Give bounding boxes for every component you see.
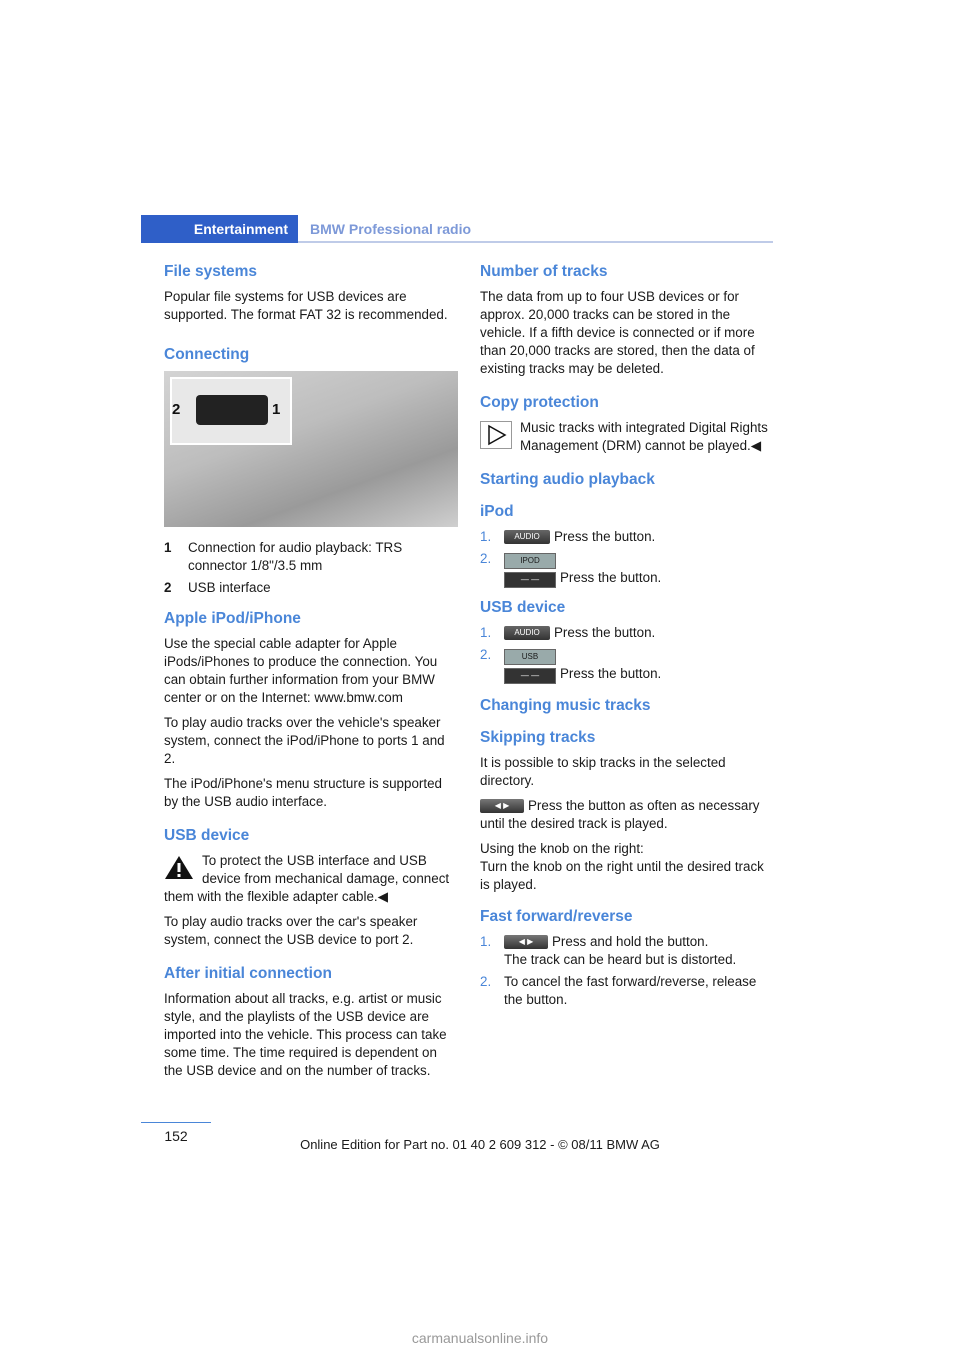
usb-warning: To protect the USB interface and USB device from mechanical damage, connect them with the flexible adapter cable.◀ — [164, 853, 450, 904]
menu-bar-image: — — — [504, 668, 556, 684]
footer-text: Online Edition for Part no. 01 40 2 609 312 - © 08/11 BMW AG — [300, 1137, 660, 1152]
heading-ff: Fast forward/reverse — [480, 908, 633, 925]
text-apple-1: Use the special cable adapter for Apple iPods/iPhones to produce the connection. You can obtain further information from your BMW center or on the Internet: www.bmw.com — [164, 636, 438, 705]
text-usb-1: To play audio tracks over the car's speaker system, connect the USB device to port 2. — [164, 914, 418, 947]
heading-copy: Copy protection — [480, 394, 599, 411]
text-apple-3: The iPod/iPhone's menu structure is supported by the USB audio interface. — [164, 776, 442, 809]
audio-button-image: AUDIO — [504, 530, 550, 544]
text-num-tracks: The data from up to four USB devices or for approx. 20,000 tracks can be stored in the vehicle. If a fifth device is connected or if more than 20,000 tracks are stored, then the data of existing tracks may be deleted. — [480, 289, 755, 376]
page-number-rule — [141, 1122, 211, 1123]
connector-photo — [164, 371, 458, 527]
chapter-tab: Entertainment — [141, 215, 298, 243]
heading-usb: USB device — [164, 827, 250, 844]
usb-menu-image: USB — [504, 649, 556, 665]
section-title: BMW Professional radio — [310, 221, 472, 237]
list-item: 2. USB — — Press the button. — [480, 646, 775, 684]
legend-item: 1 Connection for audio playback: TRS connector 1/8"/3.5 mm — [164, 540, 403, 573]
arrow-buttons-image: ◀ ▶ — [504, 935, 548, 949]
heading-file-systems: File systems — [164, 263, 258, 280]
warning-icon — [164, 854, 194, 880]
text-skipping-3: Using the knob on the right: Turn the knob on the right until the desired track is played. — [480, 841, 764, 892]
legend-item: 2 USB interface — [164, 580, 271, 595]
heading-connecting: Connecting — [164, 346, 250, 363]
left-column — [164, 262, 459, 1087]
photo-label-2: 2 — [172, 401, 181, 418]
photo-label-1: 1 — [272, 401, 281, 418]
heading-usbdev: USB device — [480, 599, 566, 616]
list-item: 1. AUDIO Press the button. — [480, 625, 656, 640]
ipod-menu-image: IPOD — [504, 553, 556, 569]
page-number: 152 — [164, 1128, 188, 1144]
list-item: 2. To cancel the fast forward/reverse, release the button. — [480, 974, 757, 1007]
list-item: 1. ◀ ▶ Press and hold the button. The track can be heard but is distorted. — [480, 934, 737, 967]
audio-button-image: AUDIO — [504, 626, 550, 640]
watermark: carmanualsonline.info — [411, 1330, 549, 1346]
text-after-1: Information about all tracks, e.g. artist or music style, and the playlists of the USB device are imported into the vehicle. This process can take some time. The time required is dependent on the USB device and on the number of tracks. — [164, 991, 447, 1078]
list-item: 2. IPOD — — Press the button. — [480, 550, 775, 588]
note-icon — [480, 421, 512, 449]
heading-starting: Starting audio playback — [480, 471, 655, 488]
menu-bar-image: — — — [504, 572, 556, 588]
heading-num-tracks: Number of tracks — [480, 263, 608, 280]
list-item: 1. AUDIO Press the button. — [480, 529, 656, 544]
text-skipping-2: ◀ ▶ Press the button as often as necessary until the desired track is played. — [480, 798, 760, 831]
text-skipping-1: It is possible to skip tracks in the selected directory. — [480, 755, 726, 788]
heading-apple: Apple iPod/iPhone — [164, 610, 301, 627]
heading-after: After initial connection — [164, 965, 332, 982]
heading-changing: Changing music tracks — [480, 697, 651, 714]
heading-skipping: Skipping tracks — [480, 729, 596, 746]
text-apple-2: To play audio tracks over the vehicle's speaker system, connect the iPod/iPhone to ports 1 and 2. — [164, 715, 445, 766]
arrow-buttons-image: ◀ ▶ — [480, 799, 524, 813]
header-rule — [298, 241, 773, 243]
right-column — [480, 262, 775, 1013]
copy-note: Music tracks with integrated Digital Rights Management (DRM) cannot be played.◀ — [480, 419, 775, 455]
heading-ipod: iPod — [480, 503, 514, 520]
text-file-systems: Popular file systems for USB devices are supported. The format FAT 32 is recommended. — [164, 289, 448, 322]
